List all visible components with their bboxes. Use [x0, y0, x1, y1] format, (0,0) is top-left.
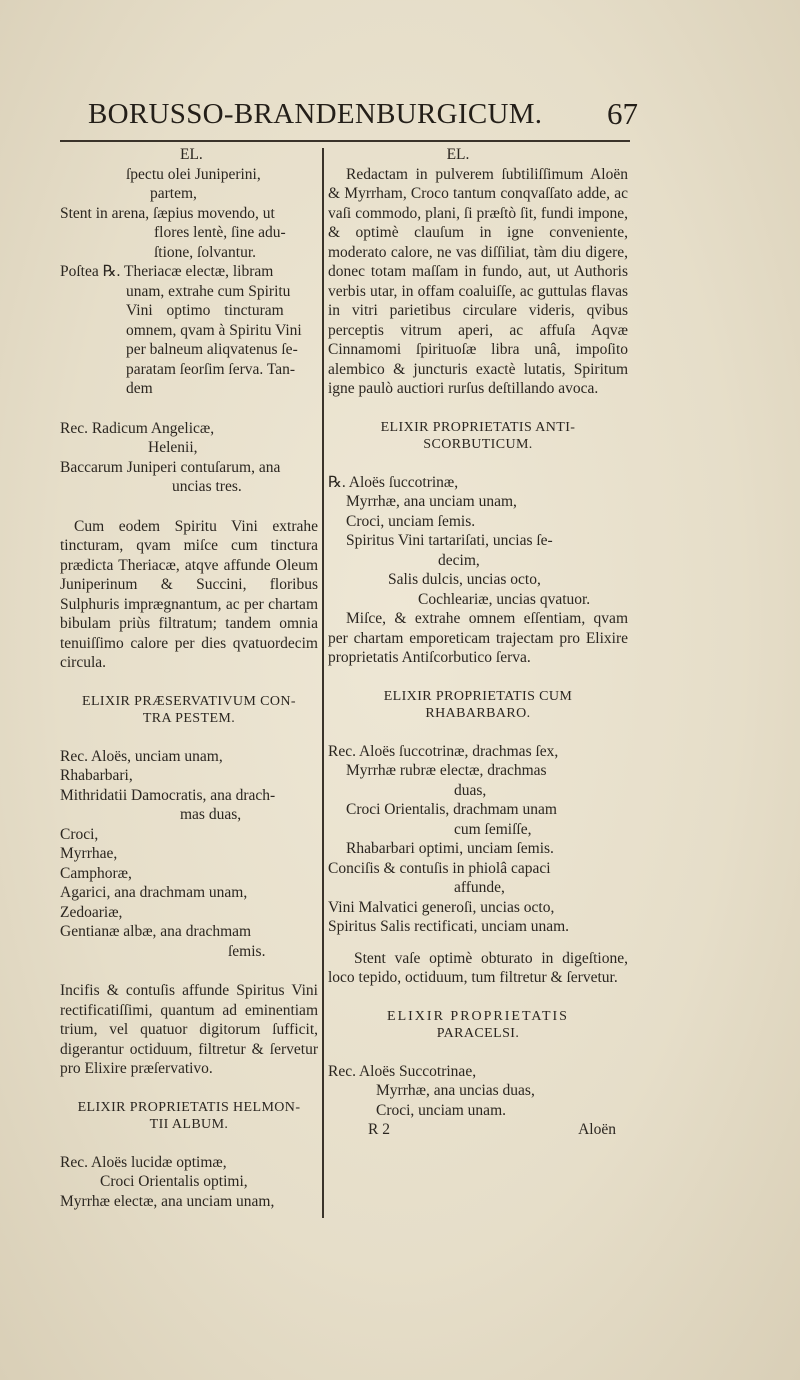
left-column [60, 145, 318, 1211]
recipe-line: Cochleariæ, uncias qvatuor. [418, 590, 591, 608]
section-heading: ELIXIR PROPRIETATIS CUM [383, 688, 573, 704]
text-line: partem, [150, 185, 197, 202]
recipe-line: Rec. Aloës, unciam unam, [60, 747, 223, 765]
recipe-line: cum ſemiſſe, [454, 820, 532, 838]
recipe-line: Myrrhæ, ana unciam unam, [346, 493, 517, 510]
text-line: unam, extrahe cum Spiritu [126, 282, 291, 300]
recipe-line: decim, [438, 551, 480, 569]
recipe-line: Rec. Aloës ſuccotrinæ, drachmas ſex, [328, 742, 559, 760]
paragraph: Incifis & contuſis affunde Spiritus Vini rectificatiſſimi, quantum ad eminentiam trium, vel quatuor digitorum ſufficit, digerantur octiduum, filtretur & ſervetur pro Elixire præſervativo. [60, 982, 318, 1077]
recipe-line: Baccarum Juniperi contuſarum, ana [60, 458, 281, 476]
recipe-line: Gentianæ albæ, ana drachmam [60, 923, 252, 940]
paragraph: Cum eodem Spiritu Vini extrahe tincturam, qvam miſce cum tinctura prædicta Theriacæ, atqve affunde Oleum Juniperinum & Succini, floribus Sulphuris imprægnantum, ac per chartam bibulam priùs filtratum; tandem omnia tenuiſſimo calore per dies qvatuordecim circula. [60, 517, 318, 671]
section-heading: ELIXIR PRÆSERVATIVUM CON- [82, 693, 296, 709]
text-line: paratam ſeorſim ſerva. Tan- [126, 360, 296, 378]
recipe-line: Myrrhæ, ana uncias duas, [376, 1082, 535, 1099]
page-header [88, 92, 638, 136]
right-column [328, 145, 628, 1140]
section-heading: ELIXIR PROPRIETATIS HELMON- [77, 1099, 301, 1115]
text-line: Vini optimo tincturam [126, 302, 284, 319]
text-line: per balneum aliqvatenus ſe- [126, 341, 298, 358]
page-footer [328, 1120, 628, 1140]
recipe-line: Croci Orientalis, drachmam unam [346, 801, 557, 818]
recipe-line: Zedoariæ, [60, 903, 123, 921]
recipe-line: ℞. Aloës ſuccotrinæ, [328, 473, 459, 491]
recipe-line: Helenii, [148, 439, 198, 456]
recipe-line: Rec. Radicum Angelicæ, [60, 419, 215, 437]
text-line: dem [126, 380, 153, 397]
recipe-line: Spiritus Salis rectificati, unciam unam. [328, 918, 570, 935]
recipe-line: duas, [454, 781, 487, 799]
recipe-line: Croci, unciam unam. [376, 1101, 506, 1119]
text-line: Stent in arena, ſæpius movendo, ut [60, 204, 275, 222]
text-line: omnem, qvam à Spiritu Vini [126, 321, 302, 339]
section-heading: TRA PESTEM. [142, 710, 236, 726]
column-divider [322, 148, 324, 1218]
signature-mark: R 2 [368, 1121, 390, 1138]
header-rule [60, 140, 630, 142]
recipe-line: Mithridatii Damocratis, ana drach- [60, 786, 276, 804]
recipe-line: mas duas, [180, 806, 242, 823]
recipe-line: Rhabarbari, [60, 767, 133, 784]
recipe-line: Spiritus Vini tartariſati, uncias ſe- [346, 532, 553, 549]
recipe-line: uncias tres. [172, 478, 242, 495]
recipe-line: Conciſis & contuſis in phiolâ capaci [328, 859, 551, 877]
recipe-line: Myrrhæ electæ, ana unciam unam, [60, 1192, 275, 1210]
text-line: flores lentè, ſine adu- [154, 224, 286, 241]
running-title: BORUSSO-BRANDENBURGICUM. [88, 98, 543, 130]
recipe-line: Croci, unciam ſemis. [346, 512, 476, 530]
recipe-line: Myrrhae, [60, 845, 118, 862]
recipe-line: Croci, [60, 825, 99, 843]
section-heading: RHABARBARO. [425, 705, 531, 721]
text-line: ſtione, ſolvantur. [154, 243, 257, 261]
recipe-line: Croci Orientalis optimi, [100, 1173, 248, 1190]
recipe-line: Rhabarbari optimi, unciam ſemis. [346, 840, 554, 857]
recipe-line: Vini Malvatici generoſi, uncias octo, [328, 898, 555, 916]
recipe-line: ſemis. [228, 942, 266, 960]
recipe-line: affunde, [454, 879, 505, 896]
section-heading: SCORBUTICUM. [423, 436, 533, 452]
recipe-line: Myrrhæ rubræ electæ, drachmas [346, 762, 547, 779]
section-heading: ELIXIR PROPRIETATIS ANTI- [380, 419, 576, 435]
paragraph: Miſce, & extrahe omnem eſſentiam, qvam per chartam emporeticam trajectam pro Elixire proprietatis Antiſcorbutico ſerva. [328, 610, 628, 666]
section-heading: ELIXIR PROPRIETATIS [387, 1008, 569, 1024]
paragraph: Stent vaſe optimè obturato in digeſtione, loco tepido, octiduum, tum filtretur & ſervetur. [328, 949, 628, 986]
recipe-line: Camphoræ, [60, 864, 132, 882]
right-el-mark: EL. [446, 146, 470, 163]
recipe-line: Rec. Aloës Succotrinae, [328, 1062, 477, 1080]
left-el-mark: EL. [180, 146, 203, 163]
section-heading: PARACELSI. [436, 1025, 520, 1041]
paragraph: Redactam in pulverem ſubtiliſſimum Aloën & Myrrham, Croco tantum conqvaſſato adde, ac vaſi commodo, plani, ſi præſtò ſit, fundi impone, & optimè clauſum in igne conveniente, moderato calore, ne vas diſſiliat, tàm diu digere, donec totam maſſam in fundo, aut, ut Authoris verbis utar, in offam coaluiſſe, ac guttulas flavas in vitri parietibus circulare videris, qvibus perceptis vitrum aperi, ac affuſa Aqvæ Cinnamomi ſpirituoſæ libra unâ, impoſito alembico & juncturis exactè lutatis, Spiritum igne paulò auctiori rurſus deſtillando avoca. [328, 165, 628, 397]
recipe-line: Agarici, ana drachmam unam, [60, 884, 248, 901]
section-heading: TII ALBUM. [149, 1116, 229, 1132]
page-number: 67 [607, 96, 638, 131]
recipe-line: Salis dulcis, uncias octo, [388, 571, 541, 588]
recipe-line: Rec. Aloës lucidæ optimæ, [60, 1153, 227, 1171]
text-line: ſpectu olei Juniperini, [126, 165, 261, 183]
text-line: Poſtea ℞. Theriacæ electæ, libram [60, 263, 274, 280]
catchword: Aloën [578, 1121, 616, 1138]
